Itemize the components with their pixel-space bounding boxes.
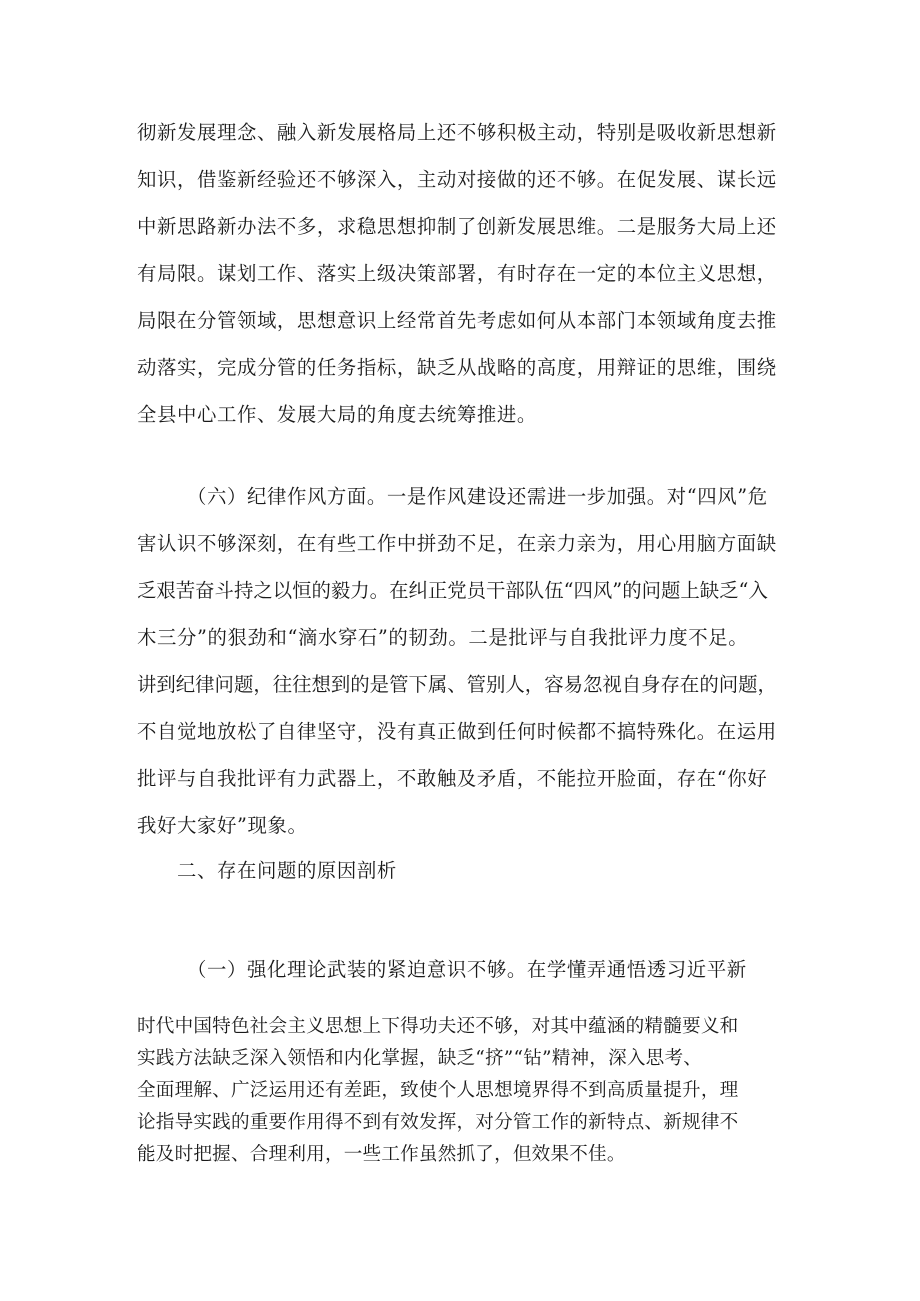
paragraph-line: 木三分”的狠劲和“滴水穿石”的韧劲。二是批评与自我批评力度不足。	[137, 626, 749, 649]
paragraph-line: 我好大家好”现象。	[137, 814, 308, 837]
paragraph-line: 动落实，完成分管的任务指标，缺乏从战略的高度，用辩证的思维，围绕	[137, 356, 777, 379]
paragraph-line: 全县中心工作、发展大局的角度去统筹推进。	[137, 403, 537, 426]
paragraph-line: 实践方法缺乏深入领悟和内化掌握，缺乏“挤”“钻”精神，深入思考、	[137, 1048, 703, 1069]
paragraph-line: 批评与自我批评有力武器上，不敢触及矛盾，不能拉开脸面，存在“你好	[137, 767, 768, 790]
paragraph-line: 乏艰苦奋斗持之以恒的毅力。在纠正党员干部队伍“四风”的问题上缺乏“入	[137, 579, 768, 602]
paragraph-line: 中新思路新办法不多，求稳思想抑制了创新发展思维。二是服务大局上还	[137, 215, 777, 238]
paragraph-line: 有局限。谋划工作、落实上级决策部署，有时存在一定的本位主义思想，	[137, 262, 777, 285]
section-heading: 二、存在问题的原因剖析	[177, 859, 397, 882]
paragraph-first-line: （一）强化理论武装的紧迫意识不够。在学懂弄通悟透习近平新	[187, 958, 747, 981]
paragraph-line: 时代中国特色社会主义思想上下得功夫还不够，对其中蕴涵的精髓要义和	[137, 1016, 739, 1037]
paragraph-line: 能及时把握、合理利用，一些工作虽然抓了，但效果不佳。	[137, 1144, 626, 1165]
paragraph-line: 不自觉地放松了自律坚守，没有真正做到任何时候都不搞特殊化。在运用	[137, 720, 777, 743]
paragraph-line: 论指导实践的重要作用得不到有效发挥，对分管工作的新特点、新规律不	[137, 1112, 739, 1133]
paragraph-line: 害认识不够深刻，在有些工作中拼劲不足，在亲力亲为，用心用脑方面缺	[137, 532, 777, 555]
paragraph-line: 彻新发展理念、融入新发展格局上还不够积极主动，特别是吸收新思想新	[137, 121, 777, 144]
paragraph-line: 讲到纪律问题，往往想到的是管下属、管别人，容易忽视自身存在的问题，	[137, 673, 777, 696]
paragraph-line: 局限在分管领域，思想意识上经常首先考虑如何从本部门本领域角度去推	[137, 309, 777, 332]
paragraph-line: （六）纪律作风方面。一是作风建设还需进一步加强。对“四风”危	[187, 485, 768, 508]
paragraph-line: 全面理解、广泛运用还有差距，致使个人思想境界得不到高质量提升，理	[137, 1080, 739, 1101]
paragraph-line: 知识，借鉴新经验还不够深入，主动对接做的还不够。在促发展、谋长远	[137, 168, 777, 191]
